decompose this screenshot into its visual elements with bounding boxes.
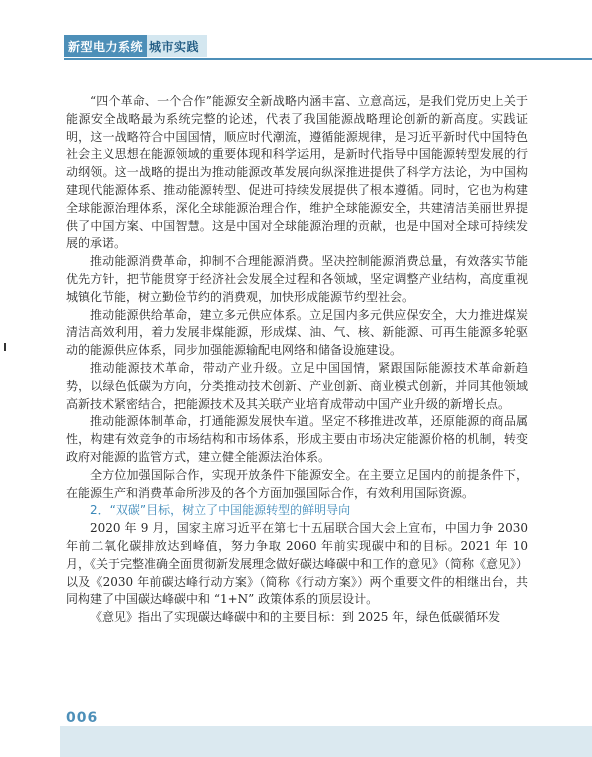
book-label: 城市实践 (147, 35, 207, 57)
paragraph-2: 推动能源消费革命，抑制不合理能源消费。坚决控制能源消费总量，有效落实节能优先方针，把节能贯穿于经济社会发展全过程和各领域，坚定调整产业结构，高度重视城镇化节能，树立勤俭节约的消费观，加快形成能源节约型社会。 (66, 254, 528, 304)
paragraph-4: 推动能源技术革命，带动产业升级。立足中国国情，紧跟国际能源技术革命新趋势，以绿色低碳为方向，分类推动技术创新、产业创新、商业模式创新，并同其他领域高新技术紧密结合，把能源技术及其关联产业培育成带动中国产业升级的新增长点。 (66, 360, 528, 411)
series-label: 新型电力系统 (64, 35, 147, 57)
paragraph-5: 推动能源体制革命，打通能源发展快车道。坚定不移推进改革，还原能源的商品属性，构建有效竞争的市场结构和市场体系，形成主要由市场决定能源价格的机制，转变政府对能源的监管方式，建立健全能源法治体系。 (66, 414, 528, 464)
paragraph-6: 全方位加强国际合作，实现开放条件下能源安全。在主要立足国内的前提条件下，在能源生产和消费革命所涉及的各个方面加强国际合作，有效利用国际资源。 (66, 467, 528, 500)
paragraph-3: 推动能源供给革命，建立多元供应体系。立足国内多元供应保安全，大力推进煤炭清洁高效利用，着力发展非煤能源，形成煤、油、气、核、新能源、可再生能源多轮驱动的能源供应体系，同步加强能源输配电网络和储备设施建设。 (66, 307, 528, 358)
margin-mark (4, 343, 6, 351)
header-tab (64, 35, 207, 57)
page-body (66, 93, 528, 627)
header-rule (64, 58, 592, 60)
paragraph-8: 《意见》指出了实现碳达峰碳中和的主要目标：到 2025 年，绿色低碳循环发 (90, 610, 501, 625)
paragraph-1: “四个革命、一个合作”能源安全新战略内涵丰富、立意高远，是我们党历史上关于能源安全战略最为系统完整的论述，代表了我国能源战略理论创新的新高度。实践证明，这一战略符合中国国情，顺应时代潮流，遵循能源规律，是习近平新时代中国特色社会主义思想在能源领域的重要体现和科学运用，是新时代指导中国能源转型发展的行动纲领。这一战略的提出为推动能源改革发展向纵深推进提供了科学方法论，为中国构建现代能源体系、推动能源转型、促进可持续发展提供了根本遵循。同时，它也为构建全球能源治理体系，深化全球能源治理合作，维护全球能源安全，共建清洁美丽世界提供了中国方案、中国智慧。这是中国对全球能源治理的贡献，也是中国对全球可持续发展的承诺。 (66, 94, 528, 251)
footer-band (60, 726, 592, 757)
paragraph-7: 2020 年 9 月，国家主席习近平在第七十五届联合国大会上宣布，中国力争 2030 年前二氧化碳排放达到峰值，努力争取 2060 年前实现碳中和的目标。2021 年 10 月，《关于完整准确全面贯彻新发展理念做好碳达峰碳中和工作的意见》（简称《意见》）以及《2030 年前碳达峰行动方案》（简称《行动方案》）两个重要文件的相继出台，共同构建了中国碳达峰碳中和 “1+N” 政策体系的顶层设计。 (66, 521, 529, 607)
page-number: 006 (66, 710, 99, 726)
running-header (0, 33, 592, 59)
section-heading: 2．“双碳”目标，树立了中国能源转型的鲜明导向 (90, 503, 351, 518)
